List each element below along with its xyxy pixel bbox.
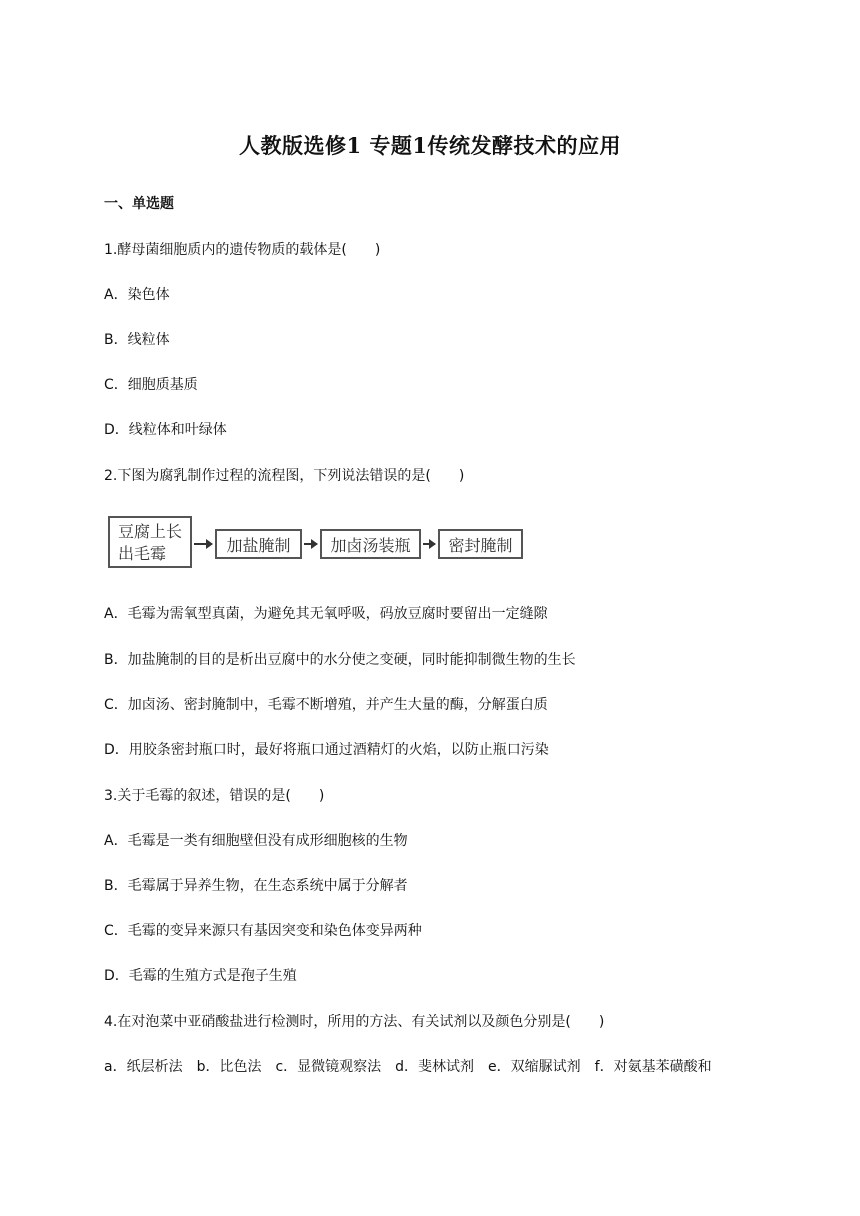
flow-step-3: 加卤汤装瓶 (320, 529, 421, 559)
question-3-option-c: C．毛霉的变异来源只有基因突变和染色体变异两种 (104, 923, 422, 939)
flow-step-4: 密封腌制 (438, 529, 523, 559)
page-title: 人教版选修1 专题1传统发酵技术的应用 (238, 133, 622, 158)
question-3-option-b: B．毛霉属于异养生物，在生态系统中属于分解者 (104, 878, 408, 894)
flow-step-1 (108, 516, 192, 568)
flow-step-2: 加盐腌制 (215, 529, 302, 559)
flow-step-1-line-1: 豆腐上长 (118, 522, 183, 541)
section-heading: 一、单选题 (104, 196, 174, 212)
question-1-option-b: B．线粒体 (104, 332, 170, 348)
question-2-option-c: C．加卤汤、密封腌制中，毛霉不断增殖，并产生大量的酶，分解蛋白质 (104, 697, 548, 713)
question-2-option-b: B．加盐腌制的目的是析出豆腐中的水分使之变硬，同时能抑制微生物的生长 (104, 652, 576, 668)
question-3-stem: 3.关于毛霉的叙述，错误的是( ) (104, 788, 325, 804)
flow-arrow-2 (304, 543, 317, 545)
question-1-option-d: D．线粒体和叶绿体 (104, 422, 227, 438)
question-1-stem: 1.酵母菌细胞质内的遗传物质的载体是( ) (104, 242, 381, 258)
question-2-stem: 2.下图为腐乳制作过程的流程图，下列说法错误的是( ) (104, 468, 465, 484)
question-2-option-a: A．毛霉为需氧型真菌，为避免其无氧呼吸，码放豆腐时要留出一定缝隙 (104, 606, 548, 622)
flow-arrow-3 (423, 543, 435, 545)
question-1-option-c: C．细胞质基质 (104, 377, 198, 393)
flow-arrow-1 (194, 543, 212, 545)
question-3-option-d: D．毛霉的生殖方式是孢子生殖 (104, 968, 297, 984)
question-4-stem: 4.在对泡菜中亚硝酸盐进行检测时，所用的方法、有关试剂以及颜色分别是( ) (104, 1014, 605, 1030)
question-2-option-d: D．用胶条密封瓶口时，最好将瓶口通过酒精灯的火焰，以防止瓶口污染 (104, 742, 549, 758)
question-3-option-a: A．毛霉是一类有细胞壁但没有成形细胞核的生物 (104, 833, 408, 849)
question-1-option-a: A．染色体 (104, 287, 170, 303)
flow-step-1-line-2: 出毛霉 (118, 544, 167, 563)
question-4-choices: a．纸层析法 b．比色法 c．显微镜观察法 d．斐林试剂 e．双缩脲试剂 f．对氨基苯磺酸和 (104, 1059, 712, 1075)
